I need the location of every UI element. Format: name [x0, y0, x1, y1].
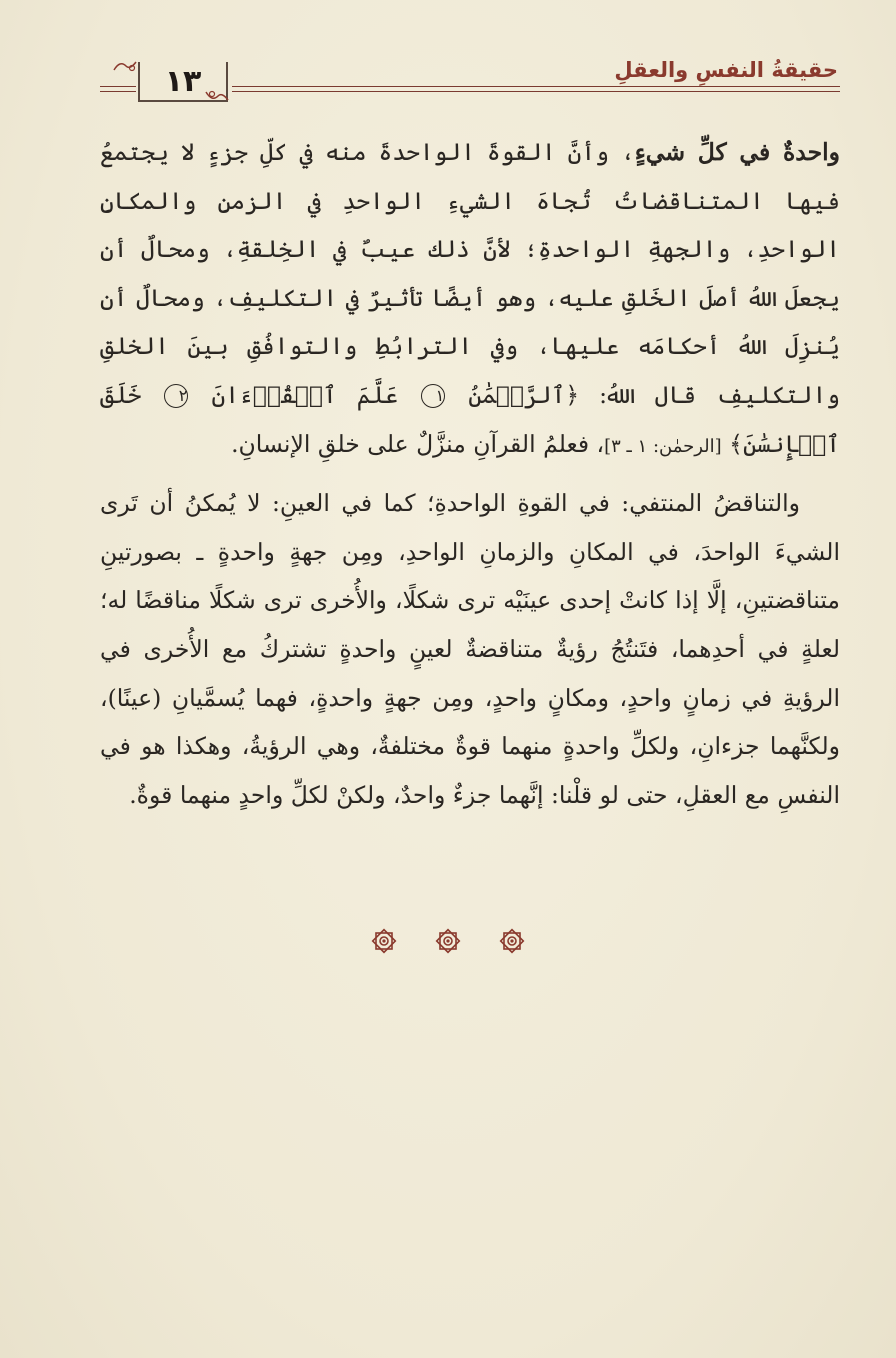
frame-flourish-icon: [204, 88, 230, 104]
running-head-title: حقيقةُ النفسِ والعقلِ: [614, 58, 838, 82]
quran-quote-2: عَلَّمَ ٱلۡقُرۡءَانَ: [211, 380, 399, 409]
quran-reference: [الرحمٰن: ١ ـ ٣]: [604, 435, 722, 457]
ayah-number-1: ١: [421, 384, 445, 408]
main-text: [100, 128, 840, 819]
paragraph-1-text: ، وأنَّ القوةَ الواحدةَ منه في كلِّ جزءٍ لا يجتمعُ فيها المتناقضاتُ تُجاهَ الشيءِ الواحدِ في الزمنِ والمكانِ الواحدِ، والجهةِ الواحدةِ؛ لأنَّ ذلك عيبٌ في الخِلقةِ، ومحالٌ أن يجعلَ اللهُ أصلَ الخَلقِ عليه، وهو أيضًا تأثيرٌ في التكليفِ، ومحالٌ أن يُنزِلَ اللهُ أحكامَه عليها، وفي الترابُطِ والتوافُقِ بينَ الخلقِ والتكليفِ قال اللهُ:: [100, 138, 840, 409]
paragraph-2: والتناقضُ المنتفي: في القوةِ الواحدةِ؛ كما في العينِ: لا يُمكنُ أن تَرى الشيءَ الواحدَ، في المكانِ والزمانِ الواحدِ، ومِن جهةٍ واحدةٍ ـ بصورتينِ متناقضتينِ، إلَّا إذا كانتْ إحدى عينَيْه ترى شكلًا، والأُخرى ترى شكلًا مناقضًا له؛ لعلةٍ في أحدِهما، فتَنتُجُ رؤيةٌ متناقضةٌ لعينٍ واحدةٍ تشتركُ مع الأُخرى في الرؤيةِ في زمانٍ واحدٍ، ومكانٍ واحدٍ، ومِن جهةٍ واحدةٍ، فهما يُسمَّيانِ (عينًا)، ولكنَّهما جزءانِ، ولكلِّ واحدةٍ منهما قوةٌ مختلفةٌ، وهي الرؤيةُ، وهكذا هو في النفسِ مع العقلِ، حتى لو قلْنا: إنَّهما جزءٌ واحدٌ، ولكنْ لكلِّ واحدٍ منهما قوةٌ.: [100, 489, 840, 809]
ayah-number-2: ٢: [164, 384, 188, 408]
quran-quote-1: ﴿ٱلرَّحۡمَٰنُ: [468, 380, 580, 409]
corner-flourish-icon: [112, 58, 138, 74]
header-rule-left-top: [100, 86, 136, 87]
header-rule-left-bottom: [100, 91, 136, 92]
rosette-icon: [369, 926, 399, 956]
page-number: ١٣: [164, 64, 202, 99]
lead-phrase: واحدةٌ في كلِّ شيءٍ: [634, 138, 840, 166]
rosette-icon: [433, 926, 463, 956]
quran-quote-3: خَلَقَ ٱلۡإِنسَٰنَ﴾: [100, 380, 840, 458]
section-end-ornaments: [0, 926, 896, 958]
header-rule-top: [232, 86, 840, 87]
paragraph-1: [100, 128, 840, 471]
rosette-icon: [497, 926, 527, 956]
paragraph-1-ending: ، فعلمُ القرآنِ منزَّلٌ على خلقِ الإنسانِ.: [231, 429, 605, 458]
header-rule-bottom: [232, 91, 840, 92]
